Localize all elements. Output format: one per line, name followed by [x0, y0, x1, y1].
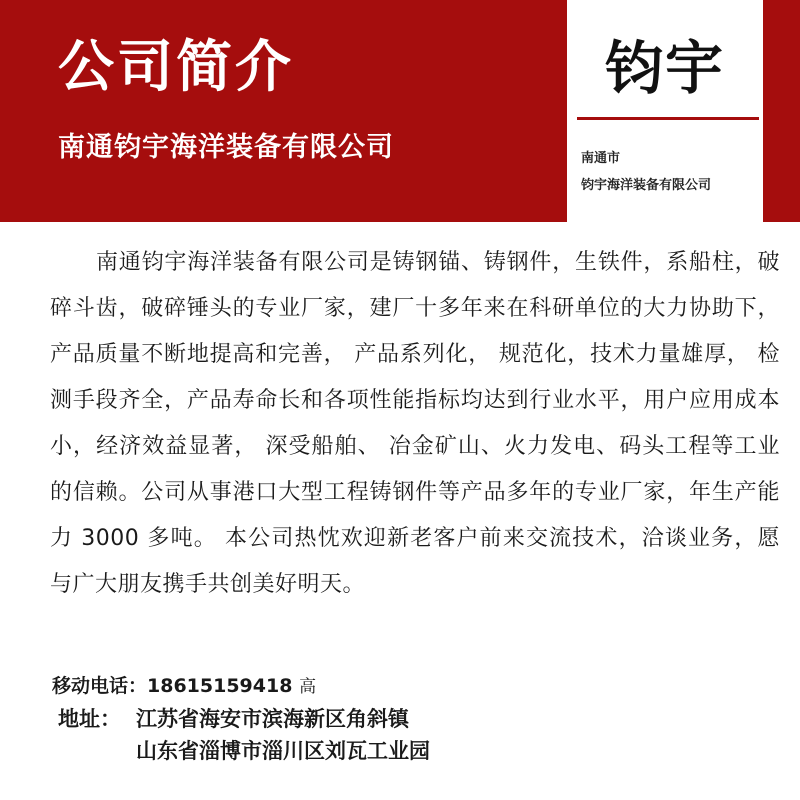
phone-label: 移动电话： [52, 675, 148, 697]
address-line-1: 江苏省海安市滨海新区角斜镇 [136, 707, 409, 731]
company-name: 南通钧宇海洋装备有限公司 [58, 132, 394, 163]
phone-contact-name: 高 [299, 677, 317, 697]
address-label: 地址： [58, 707, 121, 731]
phone-number: 18615159418 [147, 675, 293, 697]
brand-divider [577, 117, 759, 120]
phone-line [52, 672, 316, 701]
intro-paragraph: 南通钧宇海洋装备有限公司是铸钢锚、铸钢件，生铁件，系船柱，破碎斗齿，破碎锤头的专业厂家，建厂十多年来在科研单位的大力协助下，产品质量不断地提高和完善， 产品系列化， 规范化，技术力量雄厚， 检测手段齐全，产品寿命长和各项性能指标均达到行业水平，用户应用成本小，经济效益显著， 深受船舶、 冶金矿山、火力发电、码头工程等工业的信赖。公司从事港口大型工程铸钢件等产品多年的专业厂家，年生产能力 3000 多吨。 本公司热忱欢迎新老客户前来交流技术，洽谈业务，愿与广大朋友携手共创美好明天。 [50, 250, 780, 597]
address-line-2: 山东省淄博市淄川区刘瓦工业园 [136, 739, 430, 763]
page-title: 公司简介 [58, 35, 294, 100]
brand-card [567, 0, 763, 222]
brand-city: 南通市 [581, 151, 621, 166]
brand-company: 钧宇海洋装备有限公司 [581, 178, 712, 193]
brand-name: 钧宇 [604, 34, 725, 102]
